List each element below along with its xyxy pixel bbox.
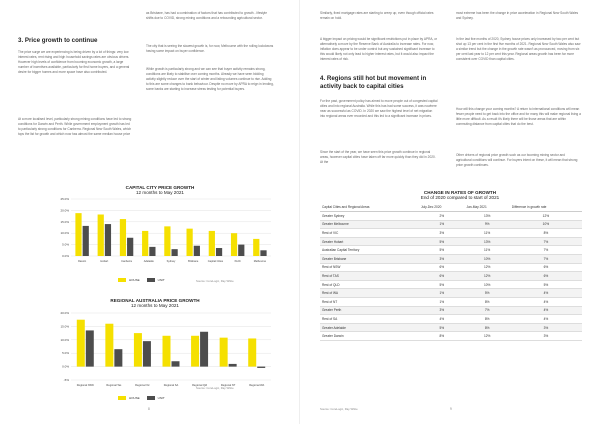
- table-cell: 3%: [419, 254, 465, 263]
- paragraph: Similarly, fixed mortgage rates are starting to creep up, even though official rates remain on hold.: [320, 11, 434, 20]
- bar-house: [191, 336, 199, 367]
- table-cell: Rest of NT: [320, 297, 419, 306]
- table-row: [320, 272, 582, 281]
- bar-house: [253, 239, 259, 256]
- bar-house: [75, 213, 81, 256]
- legend-house-label: HOUSE: [129, 396, 140, 400]
- paragraph: At a more localised level, particularly strong mining conditions have led to strong conditions for Darwin and Perth. While government employment growth has led to particularly strong conditions for Canberra. Regional New South Wales, which tops the list for growth and which now has almost the same median house price: [18, 117, 132, 136]
- bar-house: [163, 336, 171, 367]
- table-cell: 5%: [419, 323, 465, 332]
- table-cell: Rest of NSW: [320, 263, 419, 272]
- table-cell: 3%: [419, 229, 465, 238]
- chart-title-capital: CAPITAL CITY PRICE GROWTH 12 months to May 2021: [125, 185, 195, 196]
- bar-unit: [149, 247, 155, 256]
- table-cell: 8%: [465, 323, 510, 332]
- table-row: [320, 280, 582, 289]
- table-cell: Greater Hobart: [320, 237, 419, 246]
- column-header: Capital Cities and Regional Areas: [320, 203, 419, 212]
- paragraph: Other drivers of regional price growth such as our booming mining sector and agricultural conditions will continue. For buyers intent on these, it will mean that strong price growth continues.: [456, 153, 578, 167]
- table-cell: 13%: [465, 212, 510, 221]
- y-tick-label: 0.0%: [62, 364, 69, 369]
- paragraph: most extreme has been the change in price acceleration in Regional New South Wales and Sydney.: [456, 11, 579, 20]
- y-tick-label: 20.0%: [60, 208, 69, 213]
- table-cell: 4%: [510, 289, 582, 298]
- y-tick-label: 25.0%: [60, 197, 69, 201]
- table-cell: 7%: [510, 237, 582, 246]
- table-title: CHANGE IN RATES OF GROWTH End of 2020 compared to start of 2021: [420, 190, 500, 201]
- bar-unit: [260, 250, 266, 256]
- paragraph: The city that is seeing the slowest growth is, for now, Melbourne with the rolling lockdowns having some impact on buyer confidence.: [146, 44, 274, 53]
- table-cell: Greater Adelaide: [320, 323, 419, 332]
- paragraph: How will this change your coming months? A return to international conditions will mean fewer people need to get back into the office and for many this will make regional living a little more difficult. As a result it's likely there will be those areas that are within commuting distance from capital cities that do the best.: [456, 107, 581, 126]
- bar-unit: [127, 238, 133, 256]
- table-cell: 8%: [465, 315, 510, 324]
- section-heading-price-growth: 3. Price growth to continue: [18, 37, 98, 44]
- page-number: 8: [148, 407, 150, 411]
- table-cell: 11%: [465, 229, 510, 238]
- chart-source: Source: CoreLogic, Ray White: [196, 386, 234, 390]
- paragraph: While growth is particularly strong and we can see that buyer activity remains strong, conditions are likely to stabilise over coming months. Already we have seen bidding activity slightly reduce over the start of winter and listing volumes continue to rise. Adding to this are some changes to bank behaviour. Despite no move by APRA to reign in lending, some banks are starting to increase stress testing for potential buyers.: [146, 67, 274, 91]
- chart-title-regional: REGIONAL AUSTRALIA PRICE GROWTH 12 months to May 2021: [110, 298, 200, 309]
- table-cell: 8%: [510, 229, 582, 238]
- bar-unit: [86, 330, 94, 366]
- table-cell: 8%: [419, 332, 465, 341]
- x-tick-label: Hobart: [100, 260, 109, 263]
- table-cell: 5%: [419, 237, 465, 246]
- table-cell: 2%: [419, 212, 465, 221]
- x-tick-label: Regional NSW: [76, 384, 94, 387]
- table-cell: 4%: [510, 297, 582, 306]
- y-tick-label: 15.0%: [60, 219, 69, 224]
- bar-unit: [172, 361, 180, 366]
- x-tick-label: Regional NT: [220, 384, 236, 387]
- bar-house: [164, 226, 170, 256]
- table-cell: 12%: [510, 212, 582, 221]
- table-cell: 6%: [510, 263, 582, 272]
- bar-house: [120, 219, 126, 256]
- table-cell: 12%: [465, 263, 510, 272]
- table-row: [320, 297, 582, 306]
- legend-house-swatch: [118, 396, 126, 400]
- table-cell: 10%: [465, 280, 510, 289]
- table-cell: Rest of WA: [320, 289, 419, 298]
- chart-legend: [118, 278, 165, 282]
- paragraph: A bigger impact on pricing would be significant restrictions put in place by APRA, or alternatively a move by the Reserve Bank of Australia to increase rates. For now, inflation does appear to be under control but any sustained significant increase to this would likely not only lead to higher interest rates, but it would also impact the interest rates of risk.: [320, 37, 438, 61]
- bar-unit: [83, 226, 89, 256]
- bar-unit: [257, 367, 265, 368]
- table-cell: Rest of TAS: [320, 272, 419, 281]
- table-cell: 4%: [419, 315, 465, 324]
- bar-unit: [105, 224, 111, 256]
- x-tick-label: Capital Cities: [207, 260, 224, 263]
- right-page: [300, 0, 600, 424]
- x-tick-label: Canberra: [121, 260, 132, 263]
- table-cell: 9%: [465, 220, 510, 229]
- table-cell: Rest of QLD: [320, 280, 419, 289]
- y-tick-label: 15.0%: [60, 324, 69, 329]
- chart-source: Source: CoreLogic, Ray White: [196, 279, 234, 283]
- table-row: [320, 212, 582, 221]
- legend-house-swatch: [118, 278, 126, 282]
- legend-house-label: HOUSE: [129, 278, 140, 282]
- bar-house: [220, 338, 228, 367]
- chart-legend: [118, 396, 165, 400]
- bar-unit: [229, 364, 237, 367]
- legend-unit-label: UNIT: [157, 396, 165, 400]
- y-tick-label: 5.0%: [62, 242, 69, 247]
- bar-unit: [114, 349, 122, 366]
- x-tick-label: Brisbane: [188, 260, 199, 263]
- y-tick-label: 20.0%: [60, 311, 69, 315]
- x-tick-label: Regional Tas: [106, 384, 122, 387]
- table-row: [320, 254, 582, 263]
- table-cell: 1%: [419, 220, 465, 229]
- legend-unit-swatch: [147, 278, 155, 282]
- table-cell: Rest of VIC: [320, 229, 419, 238]
- table-cell: 10%: [465, 254, 510, 263]
- x-tick-label: Darwin: [78, 260, 87, 263]
- table-row: [320, 306, 582, 315]
- regional-chart: [55, 310, 275, 390]
- paragraph: The price surge we are experiencing is being driven by a lot of things: very low interest rates, rent rising and high household savings rates are obvious drivers. However high levels of confidence from booming economic growth, a large number of incentives available, particularly for first home buyers, and a general desire for bigger homes and more space have also contributed.: [18, 50, 130, 74]
- table-cell: 4%: [510, 306, 582, 315]
- bar-house: [209, 231, 215, 256]
- bar-house: [142, 231, 148, 256]
- table-row: [320, 289, 582, 298]
- bar-unit: [194, 246, 200, 256]
- table-cell: Greater Sydney: [320, 212, 419, 221]
- y-tick-label: 10.0%: [60, 337, 69, 342]
- x-tick-label: Regional Qld: [192, 384, 208, 387]
- table-row: [320, 315, 582, 324]
- table-cell: Australian Capital Territory: [320, 246, 419, 255]
- bar-unit: [172, 249, 178, 256]
- x-tick-label: Sydney: [166, 260, 176, 263]
- table-cell: 12%: [465, 272, 510, 281]
- bar-house: [105, 324, 113, 367]
- x-tick-label: Regional SA: [163, 384, 179, 387]
- x-tick-label: Adelaide: [143, 260, 154, 263]
- table-cell: 5%: [510, 280, 582, 289]
- table-cell: 4%: [510, 315, 582, 324]
- table-row: [320, 220, 582, 229]
- page-number: 9: [450, 407, 452, 411]
- table-cell: 7%: [510, 254, 582, 263]
- table-row: [320, 323, 582, 332]
- table-cell: 3%: [510, 332, 582, 341]
- column-header: Jan-May 2021: [465, 203, 510, 212]
- x-tick-label: Regional WA: [249, 384, 265, 387]
- paragraph: In the last five months of 2020, Sydney house prices only increased by two per cent but shot up 13 per cent in the first five months of 2021. Regional New South Wales also saw a similar trend but the change in the growth rate wasn't as pronounced, moving from six per cent last year to 12 per cent this year. Regional areas growth has been far more consistent over COVID than capital cities.: [456, 37, 581, 61]
- table-row: [320, 237, 582, 246]
- bar-house: [231, 233, 237, 256]
- table-row: [320, 246, 582, 255]
- bar-house: [134, 333, 142, 367]
- y-tick-label: 10.0%: [60, 231, 69, 236]
- column-header: July-Dec 2020: [419, 203, 465, 212]
- table-cell: 7%: [465, 306, 510, 315]
- section-heading-regions: 4. Regions still hot but movement in activity back to capital cities: [320, 75, 427, 90]
- table-cell: 13%: [465, 237, 510, 246]
- bar-unit: [200, 332, 208, 367]
- paragraph: Since the start of the year, we have seen this price growth continue in regional areas, however capital cities have taken off far more quickly than they did in 2020. At the: [320, 150, 436, 164]
- bar-house: [98, 215, 104, 256]
- paragraph: For the past, government policy has aimed to move people out of congested capital cities and into regional Australia. While this has had some success, it was nowhere near as successful as COVID. In 2020 we saw the highest level of net migration into regional areas ever recorded and this led to a significant increase in prices.: [320, 99, 438, 118]
- table-row: [320, 332, 582, 341]
- column-header: Difference in growth rate: [510, 203, 582, 212]
- capital-city-chart: [55, 196, 275, 266]
- table-cell: 6%: [419, 263, 465, 272]
- table-cell: Greater Brisbane: [320, 254, 419, 263]
- legend-unit-swatch: [147, 396, 155, 400]
- bar-unit: [238, 245, 244, 256]
- table-cell: 8%: [465, 297, 510, 306]
- legend-unit-label: UNIT: [157, 278, 165, 282]
- table-cell: 5%: [419, 246, 465, 255]
- paragraph: as Brisbane, has had a combination of factors that has contributed to growth - lifestyle shifts due to COVID, strong mining conditions and a rebounding agricultural sector.: [146, 11, 268, 20]
- bar-house: [77, 320, 85, 367]
- table-cell: Greater Perth: [320, 306, 419, 315]
- bar-house: [187, 229, 193, 256]
- table-cell: 3%: [419, 306, 465, 315]
- bar-unit: [143, 341, 151, 366]
- table-cell: Rest of SA: [320, 315, 419, 324]
- table-cell: Greater Darwin: [320, 332, 419, 341]
- table-cell: 6%: [510, 272, 582, 281]
- table-header-row: [320, 203, 582, 212]
- table-cell: 5%: [419, 280, 465, 289]
- x-tick-label: Regional Vic: [135, 384, 150, 387]
- table-cell: 1%: [419, 289, 465, 298]
- y-tick-label: 5.0%: [62, 351, 69, 356]
- x-tick-label: Perth: [234, 260, 241, 263]
- bar-unit: [216, 248, 222, 256]
- table-cell: Greater Melbourne: [320, 220, 419, 229]
- table-cell: 12%: [465, 332, 510, 341]
- table-cell: 3%: [510, 323, 582, 332]
- x-tick-label: Melbourne: [253, 260, 267, 263]
- y-tick-label: 0.0%: [62, 254, 69, 258]
- table-cell: 6%: [419, 272, 465, 281]
- bar-house: [248, 338, 256, 366]
- table-cell: 1%: [419, 297, 465, 306]
- table-source: Source: CoreLogic, Ray White: [320, 407, 358, 411]
- table-row: [320, 263, 582, 272]
- table-cell: 7%: [510, 246, 582, 255]
- table-row: [320, 229, 582, 238]
- table-cell: 10%: [510, 220, 582, 229]
- table-cell: 5%: [465, 289, 510, 298]
- growth-rates-table: [320, 203, 582, 341]
- y-tick-label: -5%: [63, 378, 69, 382]
- table-cell: 11%: [465, 246, 510, 255]
